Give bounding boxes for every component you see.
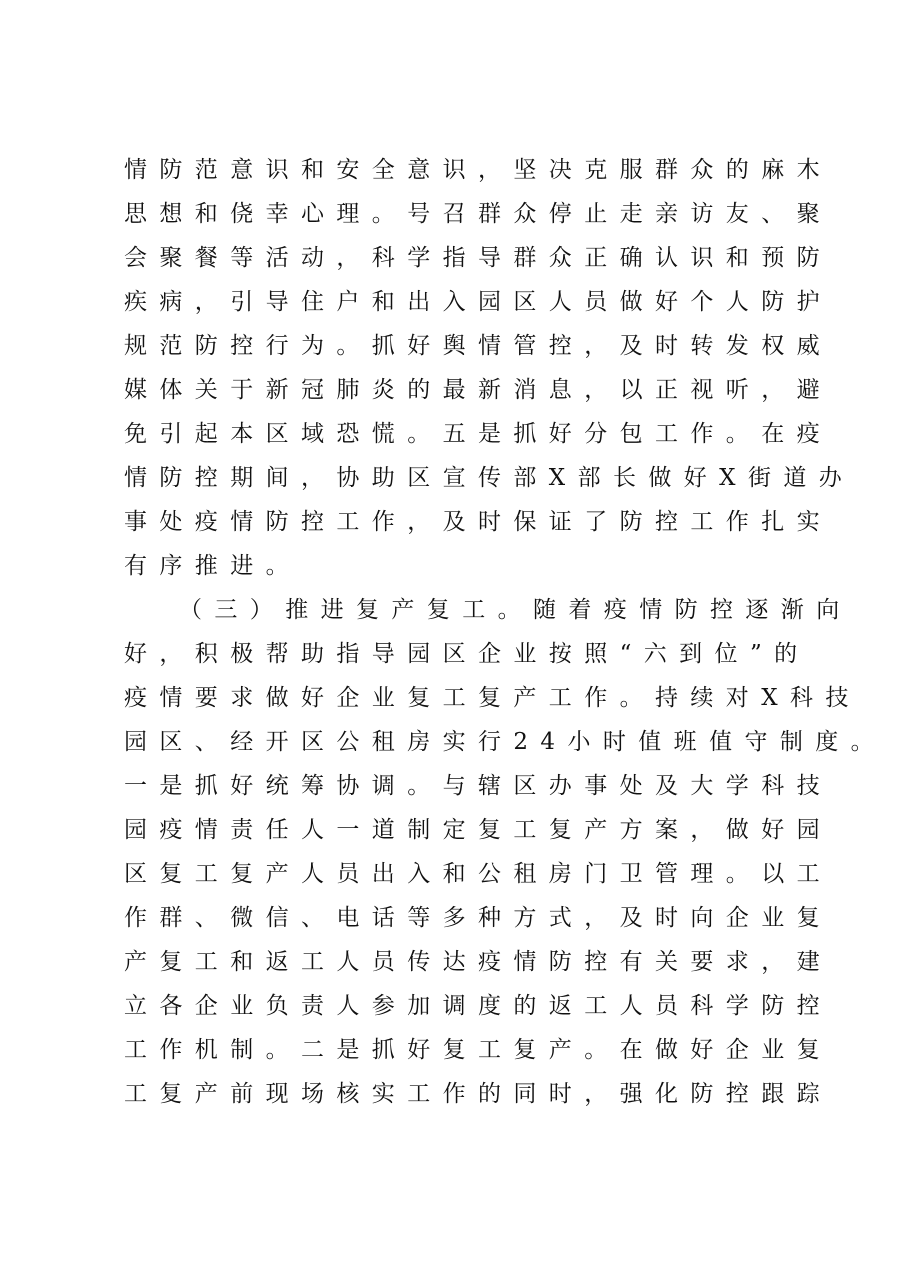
text-line: 区复工复产人员出入和公租房门卫管理。以工 [124,861,832,887]
text-line: 产复工和返工人员传达疫情防控有关要求，建 [124,949,832,975]
text-line: 园区、经开区公租房实行24小时值班值守制度。 [124,729,887,755]
text-line: 一是抓好统筹协调。与辖区办事处及大学科技 [124,773,832,799]
text-line: 工作机制。二是抓好复工复产。在做好企业复 [124,1037,832,1063]
text-line: 工复产前现场核实工作的同时，强化防控跟踪 [124,1081,832,1107]
text-line: 规范防控行为。抓好舆情管控，及时转发权威 [124,333,832,359]
text-line: 立各企业负责人参加调度的返工人员科学防控 [124,993,832,1019]
text-line: 会聚餐等活动，科学指导群众正确认识和预防 [124,245,832,271]
text-line: 好，积极帮助指导园区企业按照“六到位”的 [124,641,810,667]
text-line: 情防控期间，协助区宣传部X部长做好X街道办 [124,465,855,491]
text-line: 作群、微信、电话等多种方式，及时向企业复 [124,905,832,931]
text-line: 情防范意识和安全意识，坚决克服群众的麻木 [124,157,832,183]
text-line: 疫情要求做好企业复工复产工作。持续对X科技 [124,685,861,711]
text-line: 有序推进。 [124,553,301,579]
text-line: 媒体关于新冠肺炎的最新消息，以正视听，避 [124,377,832,403]
text-line: 思想和侥幸心理。号召群众停止走亲访友、聚 [124,201,832,227]
text-line: 疾病，引导住户和出入园区人员做好个人防护 [124,289,832,315]
text-line: 免引起本区域恐慌。五是抓好分包工作。在疫 [124,421,832,447]
document-body [124,148,887,1116]
text-line: 事处疫情防控工作，及时保证了防控工作扎实 [124,509,832,535]
text-line: （三）推进复产复工。随着疫情防控逐渐向 [179,597,852,623]
text-line: 园疫情责任人一道制定复工复产方案，做好园 [124,817,832,843]
